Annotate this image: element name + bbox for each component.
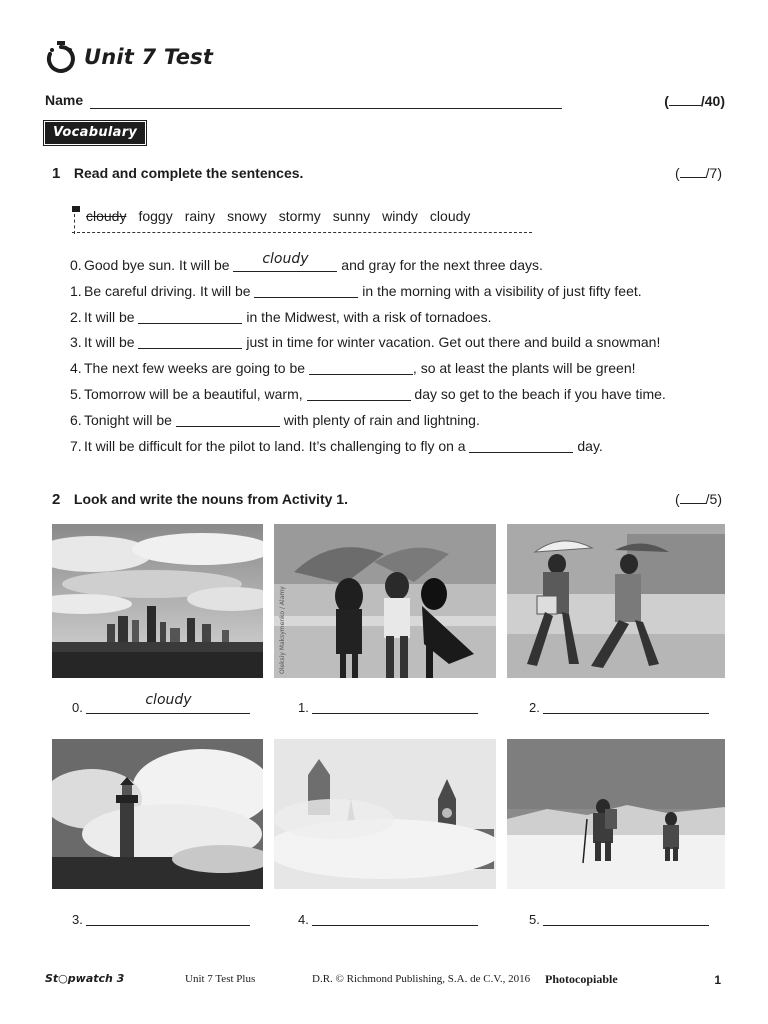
word-bank-item: windy (382, 208, 418, 224)
stopwatch-icon (44, 40, 78, 74)
activity2-number: 2 (52, 491, 61, 508)
word-bank-marker (72, 206, 80, 212)
answer-blank-4[interactable] (312, 911, 478, 926)
footer-photocopiable: Photocopiable (545, 972, 618, 986)
sentence-answer-blank[interactable]: cloudy (233, 257, 337, 272)
sentence-item: 4. The next few weeks are going to be , so at least the plants will be green! (70, 360, 636, 376)
word-bank-item: cloudy (429, 208, 471, 224)
title-text: Unit 7 Test (84, 45, 214, 69)
answer-item-4: 4. (298, 911, 478, 927)
photo-london-fog (274, 739, 496, 889)
answer-blank-2[interactable] (543, 699, 709, 714)
answer-blank-0[interactable]: cloudy (86, 699, 250, 714)
photo-credit: Oleksiy Maksymenko / Alamy (279, 586, 286, 674)
photo-hikers-snow (507, 739, 725, 889)
total-score: ( /40) (664, 93, 725, 109)
page-title (44, 40, 213, 74)
sentence-answer-blank[interactable] (309, 360, 413, 375)
activity1-heading (52, 165, 724, 182)
name-label: Name (45, 92, 84, 108)
answer-item-1: 1. (298, 699, 478, 715)
word-bank-item: rainy (184, 208, 216, 224)
photo-lighthouse-storm-waves (52, 739, 263, 889)
activity2-heading (52, 491, 724, 508)
sentence-answer-blank[interactable] (176, 412, 280, 427)
activity1-number: 1 (52, 165, 61, 182)
word-bank-item: stormy (278, 208, 321, 224)
word-bank (72, 206, 532, 233)
photo-people-rain-umbrella (507, 524, 725, 678)
sentence-item: 1. Be careful driving. It will be in the morning with a visibility of just fifty feet. (70, 283, 642, 299)
photo-city-skyline-clouds (52, 524, 263, 678)
sentence-item: 2. It will be in the Midwest, with a risk of tornadoes. (70, 309, 492, 325)
answer-blank-5[interactable] (543, 911, 709, 926)
footer-brand-logo: St○pwatch 3 (45, 972, 125, 985)
word-bank-item: snowy (227, 208, 267, 224)
sentence-answer-blank[interactable] (307, 386, 411, 401)
photo-people-windy-umbrellas (274, 524, 496, 678)
name-field[interactable] (90, 108, 562, 109)
sentence-item: 5. Tomorrow will be a beautiful, warm, day so get to the beach if you have time. (70, 386, 666, 402)
word-bank-item: foggy (138, 208, 173, 224)
answer-item-0: 0. cloudy (72, 699, 250, 715)
activity2-instruction: Look and write the nouns from Activity 1. (73, 491, 348, 507)
sentence-item: 3. It will be just in time for winter vacation. Get out there and build a snowman! (70, 334, 661, 350)
answer-item-5: 5. (529, 911, 709, 927)
answer-blank-1[interactable] (312, 699, 478, 714)
answer-blank-3[interactable] (86, 911, 250, 926)
sentence-item: 7. It will be difficult for the pilot to land. It’s challenging to fly on a day. (70, 438, 603, 454)
sentence-answer-blank[interactable] (254, 283, 358, 298)
activity1-instruction: Read and complete the sentences. (73, 165, 304, 181)
answer-item-3: 3. (72, 911, 250, 927)
name-row (45, 92, 725, 108)
sentence-item: 0. Good bye sun. It will be cloudy and gray for the next three days. (70, 251, 543, 273)
sentence-answer-blank[interactable] (469, 438, 573, 453)
word-bank-item: sunny (332, 208, 371, 224)
section-badge: Vocabulary (45, 122, 145, 144)
sentence-answer-blank[interactable] (138, 334, 242, 349)
activity2-points: ( /5) (674, 491, 722, 507)
footer-copyright: D.R. © Richmond Publishing, S.A. de C.V., 2016 (312, 973, 531, 985)
word-bank-item: cloudy (86, 208, 127, 224)
sentence-item: 6. Tonight will be with plenty of rain and lightning. (70, 412, 480, 428)
page-number: 1 (714, 973, 721, 987)
footer-test-name: Unit 7 Test Plus (185, 973, 256, 985)
sentence-answer-blank[interactable] (138, 309, 242, 324)
activity1-points: ( /7) (674, 165, 722, 181)
score-blank[interactable] (669, 92, 701, 106)
answer-item-2: 2. (529, 699, 709, 715)
